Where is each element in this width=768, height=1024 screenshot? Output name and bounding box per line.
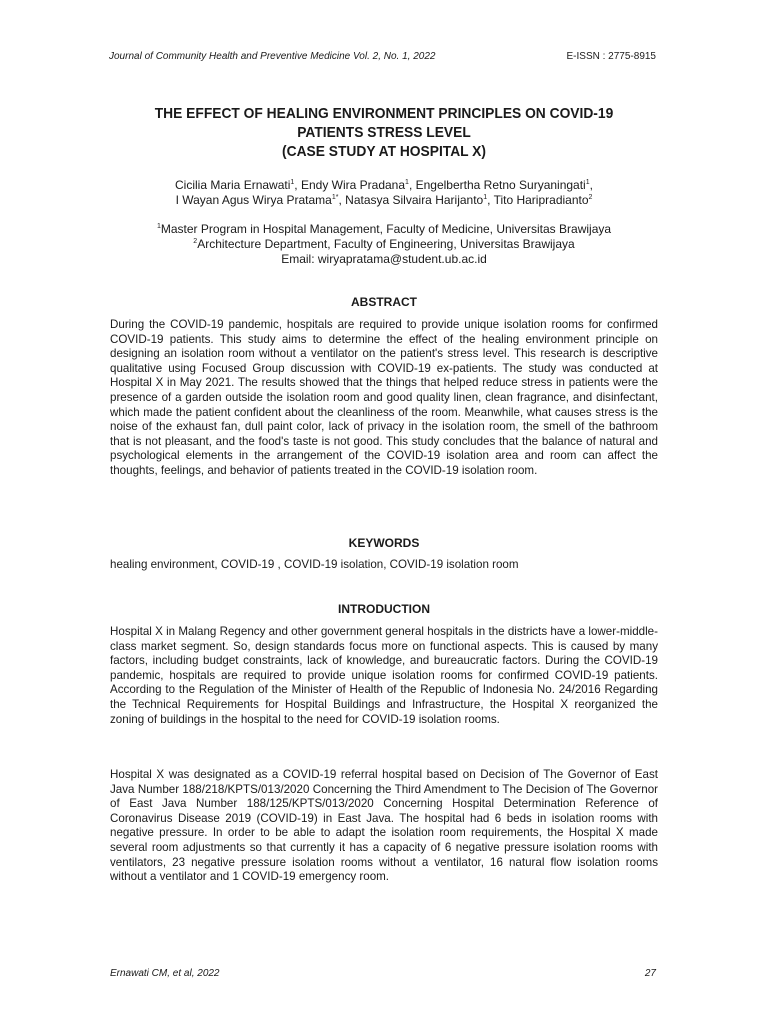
author-name: Tito Haripradianto	[493, 193, 589, 207]
author-name: Cicilia Maria Ernawati	[175, 178, 291, 192]
author-name: I Wayan Agus Wirya Pratama	[175, 193, 332, 207]
author-affil-mark: 1	[405, 179, 409, 186]
abstract-heading: ABSTRACT	[351, 295, 417, 309]
author-name: Endy Wira Pradana	[300, 178, 406, 192]
affiliation-item	[100, 237, 668, 252]
abstract-text: During the COVID-19 pandemic, hospitals are required to provide unique isolation rooms for confirmed COVID-19 patients. This study aims to determine the effect of the healing environment principle on designing an isolation room without a ventilator on the patient's stress level. This research is descriptive qualitative using Focused Group discussion with COVID-19 ex-patients. The study was conducted at Hospital X in May 2021. The results showed that the things that helped reduce stress in patients were the presence of a garden outside the isolation room and good quality linen, clean fragrance, and disinfectant, which made the patient confident about the cleanliness of the room. Meanwhile, what causes stress is the noise of the exhaust fan, dull paint color, lack of privacy in the isolation room, the smell of the bathroom that is not pleasant, and the food's taste is not good. This study concludes that the balance of natural and psychological elements in the arrangement of the COVID-19 isolation area and room can affect the thoughts, feelings, and behavior of patients treated in the COVID-19 isolation room.	[110, 318, 658, 477]
contact-email: Email: wiryapratama@student.ub.ac.id	[281, 252, 487, 266]
introduction-paragraph: Hospital X was designated as a COVID-19 referral hospital based on Decision of The Governor of East Java Number 188/218/KPTS/013/2020 Concerning the Third Amendment to The Decision of The Governor of East Java Number 188/125/KPTS/013/2020 Concerning Hospital Determination Reference of Coronavirus Disease 2019 (COVID-19) in East Java. The hospital had 6 beds in isolation rooms with negative pressure. In order to be able to adapt the isolation room requirements, the Hospital X made several room adjustments so that currently it has a capacity of 6 negative pressure isolation rooms with ventilators, 23 negative pressure isolation rooms without a ventilator, 16 natural flow isolation rooms without a ventilator and 1 COVID-19 emergency room.	[110, 768, 658, 884]
running-header	[109, 51, 656, 65]
title-line-3: (CASE STUDY AT HOSPITAL X)	[282, 143, 486, 160]
author-affil-mark: 1*	[331, 194, 339, 201]
keywords-heading: KEYWORDS	[348, 536, 420, 550]
author-name: Engelbertha Retno Suryaningati	[415, 178, 586, 192]
affiliation-mark: 2	[193, 238, 198, 245]
author-affil-mark: 1	[290, 179, 295, 186]
page-number: 27	[644, 968, 656, 979]
author-affil-mark: 1	[483, 194, 488, 201]
affiliation-mark: 1	[156, 223, 161, 230]
author-affil-mark: 2	[588, 194, 593, 201]
affiliation-item	[100, 222, 668, 237]
affiliations	[100, 222, 668, 267]
running-footer	[110, 968, 656, 982]
footer-citation: Ernawati CM, et al, 2022	[110, 968, 220, 979]
title-line-1: THE EFFECT OF HEALING ENVIRONMENT PRINCIPLES ON COVID-19	[154, 105, 614, 122]
author-affil-mark: 1	[585, 179, 590, 186]
affiliation-text: Architecture Department, Faculty of Engineering, Universitas Brawijaya	[197, 237, 575, 251]
introduction-paragraph: Hospital X in Malang Regency and other government general hospitals in the districts have a lower-middle-class market segment. So, design standards focus more on functional aspects. This is caused by many factors, including budget constraints, lack of knowledge, and bureaucratic factors. During the COVID-19 pandemic, hospitals are required to provide unique isolation rooms for confirmed COVID-19 patients. According to the Regulation of the Minister of Health of the Republic of Indonesia No. 24/2016 Regarding the Technical Requirements for Hospital Buildings and Infrastructure, the Hospital X reorganized the zoning of buildings in the hospital to the need for COVID-19 isolation rooms.	[110, 625, 658, 726]
keywords-text: healing environment, COVID-19 , COVID-19 isolation, COVID-19 isolation room	[110, 558, 519, 571]
paper-title	[86, 104, 682, 161]
journal-name: Journal of Community Health and Preventive Medicine Vol. 2, No. 1, 2022	[109, 51, 436, 62]
author-name: Natasya Silvaira Harijanto	[345, 193, 484, 207]
issn: E-ISSN : 2775-8915	[566, 51, 656, 62]
affiliation-text: Master Program in Hospital Management, Faculty of Medicine, Universitas Brawijaya	[160, 222, 612, 236]
author-list: Cicilia Maria Ernawati$^1$, Endy Wira Pradana$^1$, Engelbertha Retno Suryaningati$^1$, I Wayan Agus Wirya Pratama$^{1*}$, Natasya Silvaira Harijanto$^1$, Tito Haripradianto$^2$	[175, 178, 593, 207]
introduction-heading: INTRODUCTION	[338, 602, 430, 616]
title-line-2: PATIENTS STRESS LEVEL	[297, 124, 471, 141]
